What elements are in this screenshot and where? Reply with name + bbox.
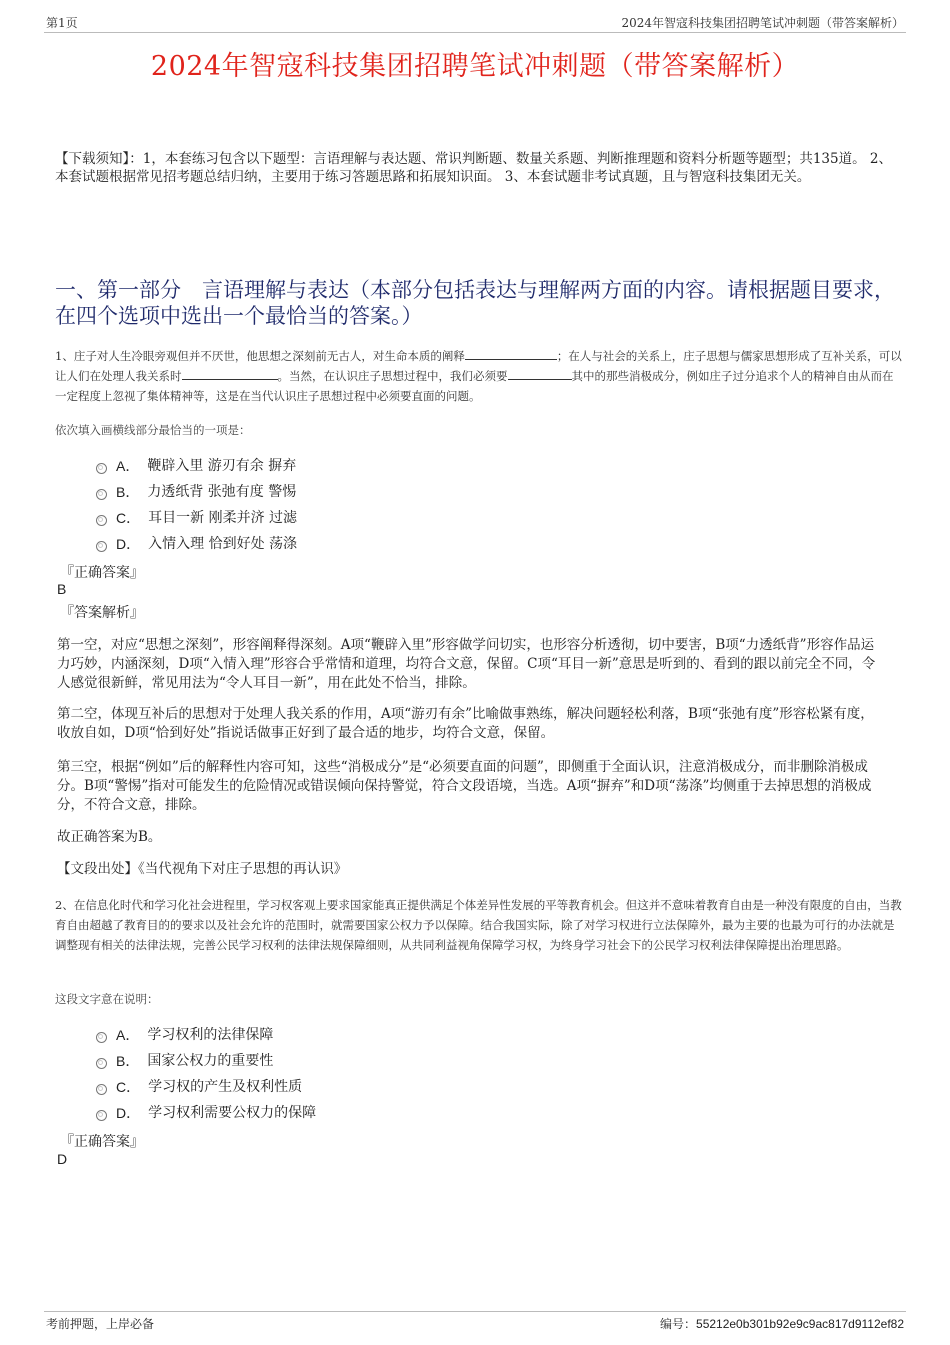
answer-value: B	[57, 581, 67, 597]
q1-segment: 。当然，在认识庄子思想过程中，我们必须要	[277, 369, 508, 383]
page-footer	[44, 1311, 906, 1331]
section-heading: 一、第一部分 言语理解与表达（本部分包括表达与理解两方面的内容。请根据题目要求，在四个选项中选出一个最恰当的答案。）	[55, 278, 895, 328]
answer-label: 『正确答案』	[60, 565, 144, 581]
question-2-prompt: 这段文字意在说明：	[55, 992, 159, 1006]
radio-icon[interactable]	[96, 1084, 107, 1095]
option-a[interactable]	[96, 1022, 316, 1048]
radio-icon[interactable]	[96, 541, 107, 552]
fill-blank	[508, 367, 572, 380]
option-letter: A．	[116, 1027, 140, 1043]
code-label: 编号：	[660, 1317, 697, 1331]
answer-value: D	[57, 1151, 68, 1167]
option-letter: D．	[116, 1105, 141, 1121]
option-letter: B．	[116, 484, 140, 500]
radio-icon[interactable]	[96, 489, 107, 500]
footer-code	[660, 1315, 904, 1332]
radio-icon[interactable]	[96, 1032, 107, 1043]
option-letter: B．	[116, 1053, 140, 1069]
analysis-conclusion: 故正确答案为B。	[57, 829, 162, 845]
fill-blank	[182, 367, 278, 380]
footer-slogan: 考前押题，上岸必备	[46, 1317, 155, 1331]
download-notice: 【下载须知】：1，本套练习包含以下题型：言语理解与表达题、常识判断题、数量关系题、判断推理题和资料分析题等题型；共135道。 2、本套试题根据常见招考题总结归纳，主要用于练习答题思路和拓展知识面。 3、本套试题非考试真题，且与智寇科技集团无关。	[55, 151, 892, 185]
radio-icon[interactable]	[96, 1110, 107, 1121]
option-c[interactable]	[96, 1074, 316, 1100]
option-text: 力透纸背 张弛有度 警惕	[147, 484, 297, 500]
option-b[interactable]	[96, 479, 297, 505]
option-d[interactable]	[96, 531, 297, 557]
analysis-label: 『答案解析』	[60, 605, 144, 621]
option-letter: A．	[116, 458, 140, 474]
header-doc-title: 2024年智寇科技集团招聘笔试冲刺题（带答案解析）	[621, 16, 904, 30]
option-letter: C．	[116, 510, 141, 526]
option-text: 入情入理 恰到好处 荡涤	[148, 536, 298, 552]
q1-segment: 1、庄子对人生冷眼旁观但并不厌世，他思想之深刻前无古人，对生命本质的阐释	[55, 349, 465, 363]
radio-icon[interactable]	[96, 515, 107, 526]
option-a[interactable]	[96, 453, 297, 479]
question-1-options	[96, 453, 297, 557]
option-b[interactable]	[96, 1048, 316, 1074]
q1-segment: ；在人与社会的关系上，庄子思想与儒家思想形成了互补关系，可以让人们在处理人我关系时	[55, 349, 902, 383]
option-text: 学习权的产生及权利性质	[148, 1079, 303, 1095]
analysis-paragraph: 第三空，根据“例如”后的解释性内容可知，这些“消极成分”是“必须要直面的问题”，即侧重于全面认识，注意消极成分，而非删除消极成分。B项“警惕”指对可能发生的危险情况或错误倾向保持警觉，符合文段语境，当选。A项“摒弃”和D项“荡涤”均侧重于去掉思想的消极成分，不符合文意，排除。	[57, 759, 872, 813]
option-text: 耳目一新 刚柔并济 过滤	[148, 510, 298, 526]
option-c[interactable]	[96, 505, 297, 531]
fill-blank	[465, 347, 557, 360]
option-text: 学习权利需要公权力的保障	[148, 1105, 317, 1121]
analysis-paragraph: 第二空，体现互补后的思想对于处理人我关系的作用，A项“游刃有余”比喻做事熟练，解决问题轻松利落，B项“张弛有度”形容松紧有度，收放自如，D项“恰到好处”指说话做事正好到了最合适的地步，均符合文意，保留。	[57, 706, 874, 741]
question-1-prompt: 依次填入画横线部分最恰当的一项是：	[55, 423, 251, 437]
document-title: 2024年智寇科技集团招聘笔试冲刺题（带答案解析）	[150, 51, 800, 82]
option-letter: D．	[116, 536, 141, 552]
source-citation: 【文段出处】《当代视角下对庄子思想的再认识》	[57, 861, 348, 877]
code-value: 55212e0b301b92e9c9ac817d9112ef82	[696, 1317, 904, 1331]
answer-label: 『正确答案』	[60, 1134, 144, 1150]
page-header	[44, 14, 906, 33]
radio-icon[interactable]	[96, 463, 107, 474]
question-2-text: 2、在信息化时代和学习化社会进程里，学习权客观上要求国家能真正提供满足个体差异性发展的平等教育机会。但这并不意味着教育自由是一种没有限度的自由，当教育自由超越了教育目的的要求以及社会允许的范围时，就需要国家公权力予以保障。结合我国实际，除了对学习权进行立法保障外，最为主要的也最为可行的办法就是调整现有相关的法律法规，完善公民学习权利的法律法规保障细则，从共同利益视角保障学习权，为终身学习社会下的公民学习权利法律保障提出治理思路。	[55, 898, 902, 952]
question-2-options	[96, 1022, 316, 1126]
option-d[interactable]	[96, 1100, 316, 1126]
option-text: 学习权利的法律保障	[147, 1027, 274, 1043]
option-text: 鞭辟入里 游刃有余 摒弃	[147, 458, 297, 474]
option-text: 国家公权力的重要性	[147, 1053, 274, 1069]
analysis-paragraph: 第一空，对应“思想之深刻”，形容阐释得深刻。A项“鞭辟入里”形容做学问切实，也形容分析透彻，切中要害，B项“力透纸背”形容作品运力巧妙，内涵深刻，D项“入情入理”形容合乎常情和道理，均符合文意，保留。C项“耳目一新”意思是听到的、看到的跟以前完全不同，令人感觉很新鲜，常见用法为“令人耳目一新”，用在此处不恰当，排除。	[57, 637, 876, 691]
question-1-text	[55, 346, 903, 406]
radio-icon[interactable]	[96, 1058, 107, 1069]
page-number: 第1页	[46, 16, 78, 30]
option-letter: C．	[116, 1079, 141, 1095]
q1-segment: 其中的那些消极成分，例如庄子过分追求个人的精神自由从而在一定程度上忽视了集体精神等，这是在当代认识庄子思想过程中必须要直面的问题。	[55, 369, 894, 403]
